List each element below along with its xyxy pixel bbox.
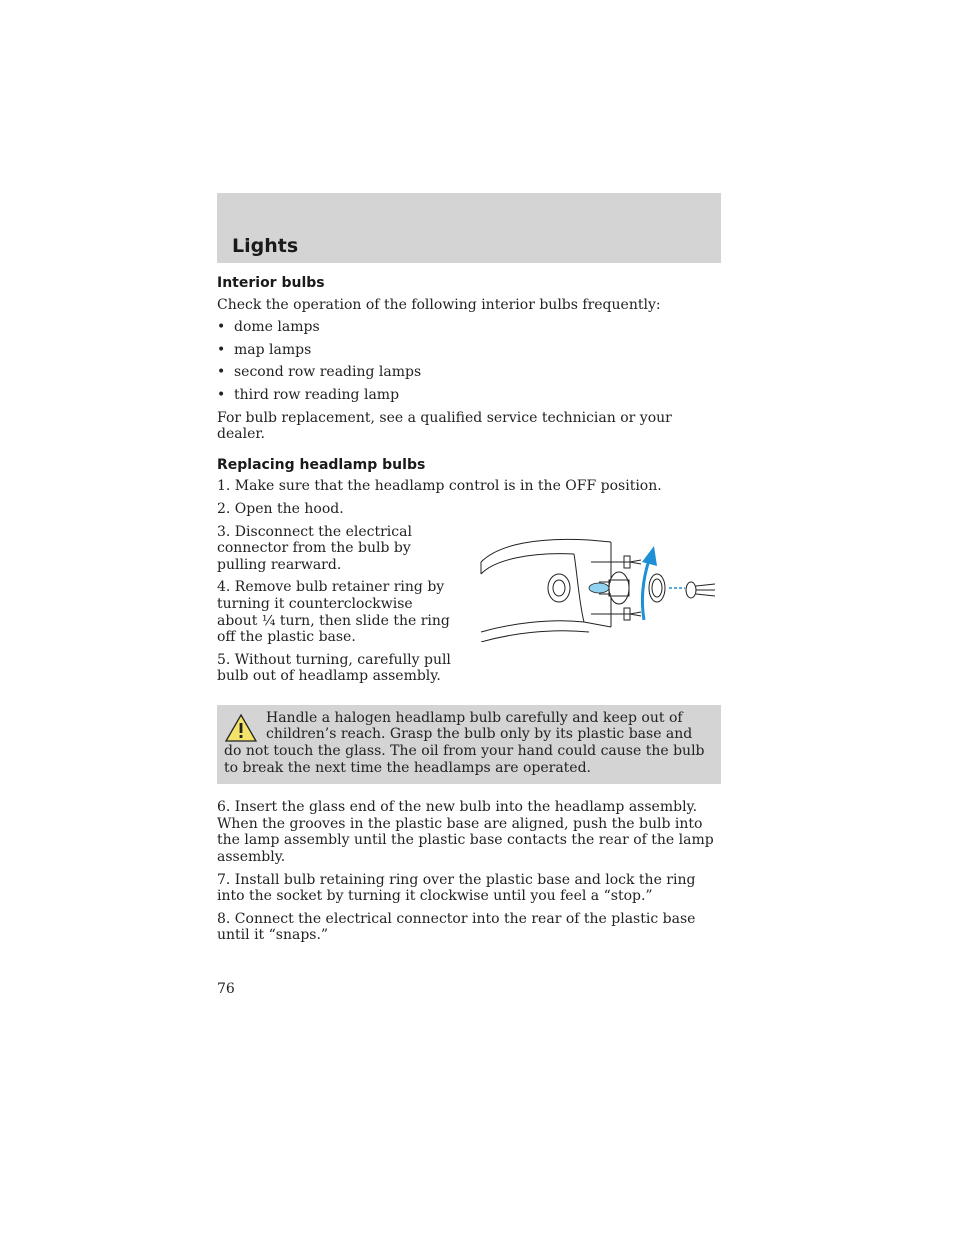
step-4: 4. Remove bulb retainer ring by turning it counterclockwise about ¼ turn, then slide the ring off the plastic base. — [217, 579, 450, 646]
page-number: 76 — [217, 981, 235, 997]
bulb-glass-highlight — [589, 583, 609, 593]
list-item: • dome lamps — [217, 319, 320, 336]
interior-intro: Check the operation of the following interior bulbs frequently: — [217, 296, 661, 313]
headlamp-heading: Replacing headlamp bulbs — [217, 456, 426, 473]
bullet-icon: • — [217, 364, 226, 381]
list-item: • second row reading lamps — [217, 364, 422, 381]
section-header-band — [217, 193, 721, 263]
arrow-head-icon — [642, 546, 657, 566]
bullet-icon: • — [217, 386, 226, 403]
step-1: 1. Make sure that the headlamp control is in the OFF position. — [217, 478, 662, 495]
steps-column — [217, 524, 457, 685]
remaining-steps — [217, 799, 721, 944]
headlamp-bulb-illustration — [479, 532, 719, 642]
interior-bulbs-heading: Interior bulbs — [217, 275, 325, 291]
step-6: 6. Insert the glass end of the new bulb into the headlamp assembly. When the grooves in the plastic base are aligned, push the bulb into the lamp assembly until the plastic base contacts the rear of the lamp assembly. — [217, 799, 714, 866]
step-8: 8. Connect the electrical connector into the rear of the plastic base until it “snaps.” — [217, 910, 696, 944]
warning-box — [217, 705, 721, 784]
rotation-arrow — [642, 560, 649, 620]
interior-note: For bulb replacement, see a qualified service technician or your dealer. — [217, 409, 672, 443]
steps-with-figure — [217, 524, 721, 685]
section-title: Lights — [232, 235, 299, 257]
step-2: 2. Open the hood. — [217, 500, 344, 517]
step-7: 7. Install bulb retaining ring over the plastic base and lock the ring into the socket by turning it clockwise until you feel a “stop.” — [217, 871, 696, 905]
bullet-icon: • — [217, 341, 226, 358]
warning-triangle-icon — [224, 713, 258, 743]
headlamp-section — [217, 457, 721, 685]
bullet-icon: • — [217, 319, 226, 336]
list-item: • third row reading lamp — [217, 386, 400, 403]
list-item: • map lamps — [217, 341, 312, 358]
warning-text: Handle a halogen headlamp bulb carefully and keep out of children’s reach. Grasp the bulb only by its plastic base and do not touch the glass. The oil from your hand could cause the bulb to break the next time the headlamps are operated. — [224, 709, 705, 776]
interior-bulb-list — [217, 319, 721, 403]
step-3: 3. Disconnect the electrical connector from the bulb by pulling rearward. — [217, 523, 412, 573]
page-content — [217, 275, 721, 950]
step-5: 5. Without turning, carefully pull bulb out of headlamp assembly. — [217, 651, 451, 685]
